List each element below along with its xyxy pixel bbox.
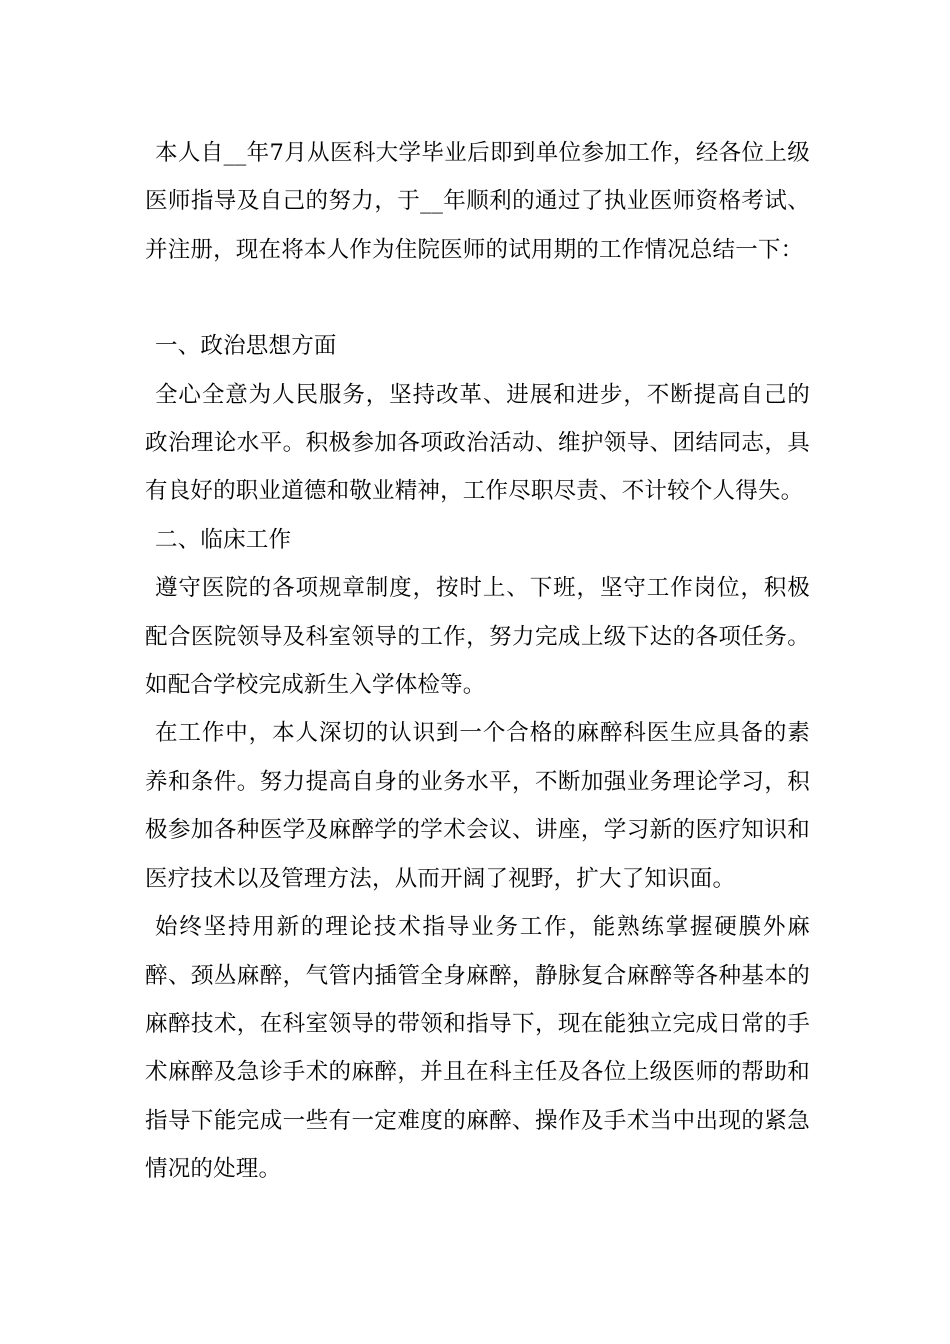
clinical-paragraph-1: 遵守医院的各项规章制度，按时上、下班，坚守工作岗位，积极配合医院领导及科室领导的工作，努力完成上级下达的各项任务。如配合学校完成新生入学体检等。 — [145, 575, 810, 699]
clinical-paragraph-3: 始终坚持用新的理论技术指导业务工作，能熟练掌握硬膜外麻醉、颈丛麻醉，气管内插管全身麻醉，静脉复合麻醉等各种基本的麻醉技术，在科室领导的带领和指导下，现在能独立完成日常的手术麻醉及急诊手术的麻醉，并且在科主任及各位上级医师的帮助和指导下能完成一些有一定难度的麻醉、操作及手术当中出现的紧急情况的处理。 — [145, 914, 810, 1183]
section-spacer — [145, 274, 810, 322]
section-heading-clinical: 二、临床工作 — [155, 526, 292, 553]
document-body — [145, 129, 810, 1194]
clinical-paragraph-2: 在工作中，本人深切的认识到一个合格的麻醉科医生应具备的素养和条件。努力提高自身的业务水平，不断加强业务理论学习，积极参加各种医学及麻醉学的学术会议、讲座，学习新的医疗知识和医疗技术以及管理方法，从而开阔了视野，扩大了知识面。 — [145, 720, 810, 892]
intro-paragraph: 本人自__年7月从医科大学毕业后即到单位参加工作，经各位上级医师指导及自己的努力，于__年顺利的通过了执业医师资格考试、并注册，现在将本人作为住院医师的试用期的工作情况总结一下： — [145, 140, 810, 263]
politics-paragraph: 全心全意为人民服务，坚持改革、进展和进步，不断提高自己的政治理论水平。积极参加各项政治活动、维护领导、团结同志，具有良好的职业道德和敬业精神，工作尽职尽责、不计较个人得失。 — [145, 381, 810, 505]
section-heading-politics: 一、政治思想方面 — [155, 333, 337, 360]
